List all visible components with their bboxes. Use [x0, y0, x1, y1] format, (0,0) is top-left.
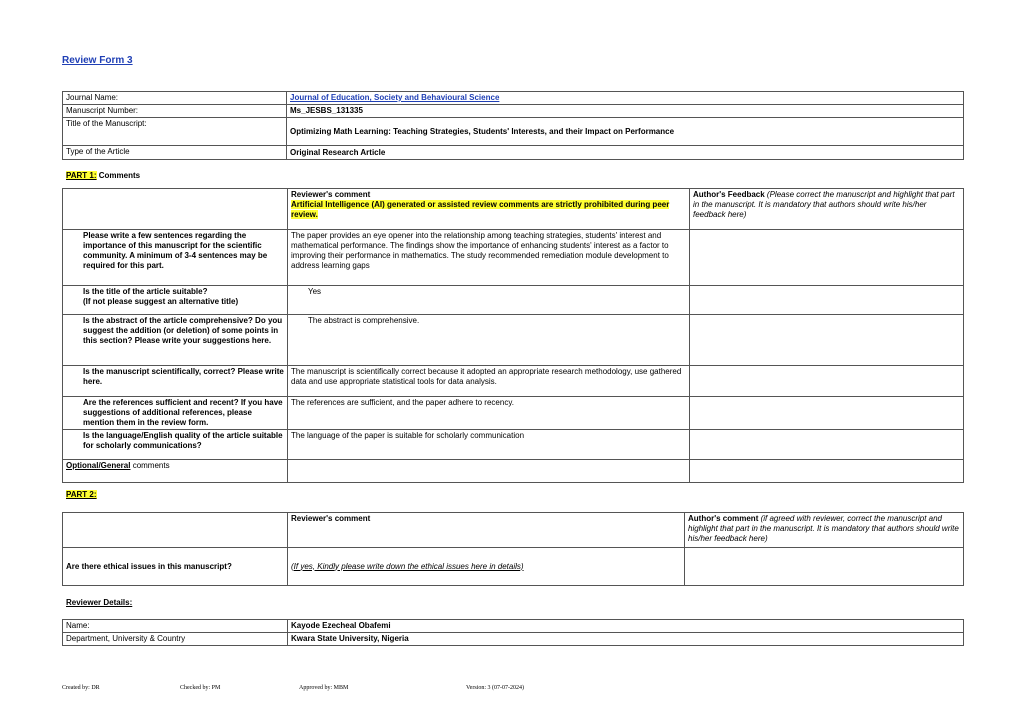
- table-row: [63, 430, 964, 460]
- author-feedback-cell[interactable]: [690, 460, 964, 483]
- question-importance: Please write a few sentences regarding the importance of this manuscript for the scientific community. A minimum of 3-4 sentences may be required for this part.: [63, 230, 288, 286]
- author-feedback-cell[interactable]: [690, 430, 964, 460]
- author-feedback-cell[interactable]: [690, 286, 964, 315]
- info-label: Journal Name:: [63, 92, 287, 105]
- reviewer-dept-row: [63, 633, 964, 646]
- footer-created: Created by: DR: [62, 685, 100, 691]
- author-comment-header: Author's comment (if agreed with reviewer, correct the manuscript and highlight that part in the manuscript. It is mandatory that authors should write his/her feedback here): [685, 513, 964, 548]
- table-row: [63, 366, 964, 397]
- reviewer-details-table: [62, 619, 964, 646]
- article-type: Original Research Article: [287, 146, 964, 160]
- table-row: [63, 548, 964, 586]
- question-abstract: Is the abstract of the article comprehensive? Do you suggest the addition (or deletion) of some points in this section? Please write your suggestions here.: [63, 315, 288, 366]
- manuscript-info-table: [62, 91, 964, 160]
- author-feedback-cell[interactable]: [690, 397, 964, 430]
- table-row: [63, 460, 964, 483]
- part1-header-row: [63, 189, 964, 230]
- footer-version: Version: 3 (07-07-2024): [466, 685, 524, 691]
- author-feedback-header: Author's Feedback (Please correct the manuscript and highlight that part in the manuscript. It is mandatory that authors should write his/her feedback here): [690, 189, 964, 230]
- reviewer-comment-header: Reviewer's comment: [288, 513, 685, 548]
- reviewer-comment-header: Reviewer's comment Artificial Intelligence (AI) generated or assisted review comments are strictly prohibited during peer review.: [288, 189, 690, 230]
- info-label: Title of the Manuscript:: [63, 118, 287, 146]
- author-feedback-cell[interactable]: [690, 366, 964, 397]
- author-feedback-cell[interactable]: [690, 230, 964, 286]
- info-label: Manuscript Number:: [63, 105, 287, 118]
- reviewer-answer[interactable]: The abstract is comprehensive.: [288, 315, 690, 366]
- manuscript-number: Ms_JESBS_131335: [287, 105, 964, 118]
- footer-approved: Approved by: MBM: [299, 685, 349, 691]
- form-title: Review Form 3: [62, 55, 133, 66]
- table-row: [63, 315, 964, 366]
- question-references: Are the references sufficient and recent? If you have suggestions of additional references, please mention them in the review form.: [63, 397, 288, 430]
- dept-label: Department, University & Country: [63, 633, 288, 646]
- manuscript-title: Optimizing Math Learning: Teaching Strategies, Students' Interests, and their Impact on Performance: [287, 118, 964, 146]
- part2-heading: PART 2:: [66, 490, 97, 499]
- reviewer-answer[interactable]: The references are sufficient, and the paper adhere to recency.: [288, 397, 690, 430]
- part2-header-row: [63, 513, 964, 548]
- reviewer-answer[interactable]: The language of the paper is suitable for scholarly communication: [288, 430, 690, 460]
- info-row-journal: [63, 92, 964, 105]
- part2-table: [62, 512, 964, 586]
- part1-heading: PART 1: Comments: [66, 171, 141, 180]
- reviewer-dept: Kwara State University, Nigeria: [288, 633, 964, 646]
- journal-name-link[interactable]: Journal of Education, Society and Behavioural Science: [287, 92, 964, 105]
- info-label: Type of the Article: [63, 146, 287, 160]
- part1-table: [62, 188, 964, 483]
- reviewer-answer[interactable]: Yes: [288, 286, 690, 315]
- reviewer-answer[interactable]: [288, 460, 690, 483]
- reviewer-name-row: [63, 620, 964, 633]
- table-row: [63, 230, 964, 286]
- question-scientific: Is the manuscript scientifically, correct? Please write here.: [63, 366, 288, 397]
- ethical-answer[interactable]: (If yes, Kindly please write down the ethical issues here in details): [288, 548, 685, 586]
- reviewer-answer[interactable]: The paper provides an eye opener into the relationship among teaching strategies, students' interest and mathematical performance. The findings show the importance of enhancing students' interest as a factor to improving their performance in mathematics. The study recommended remediation module development to address learning gaps: [288, 230, 690, 286]
- info-row-title: [63, 118, 964, 146]
- author-feedback-cell[interactable]: [690, 315, 964, 366]
- name-label: Name:: [63, 620, 288, 633]
- reviewer-details-heading: Reviewer Details:: [66, 598, 133, 607]
- footer-checked: Checked by: PM: [180, 685, 221, 691]
- reviewer-answer[interactable]: The manuscript is scientifically correct because it adopted an appropriate research methodology, use gathered data and use appropriate statistical tools for data analysis.: [288, 366, 690, 397]
- info-row-type: [63, 146, 964, 160]
- info-row-manuscript-number: [63, 105, 964, 118]
- optional-comments-label: Optional/General comments: [63, 460, 288, 483]
- question-title: Is the title of the article suitable? (If not please suggest an alternative title): [63, 286, 288, 315]
- table-row: [63, 397, 964, 430]
- ai-warning: Artificial Intelligence (AI) generated or assisted review comments are strictly prohibited during peer review.: [291, 200, 670, 219]
- table-row: [63, 286, 964, 315]
- author-comment-cell[interactable]: [685, 548, 964, 586]
- reviewer-name: Kayode Ezecheal Obafemi: [288, 620, 964, 633]
- question-ethical: Are there ethical issues in this manuscript?: [63, 548, 288, 586]
- question-language: Is the language/English quality of the article suitable for scholarly communications?: [63, 430, 288, 460]
